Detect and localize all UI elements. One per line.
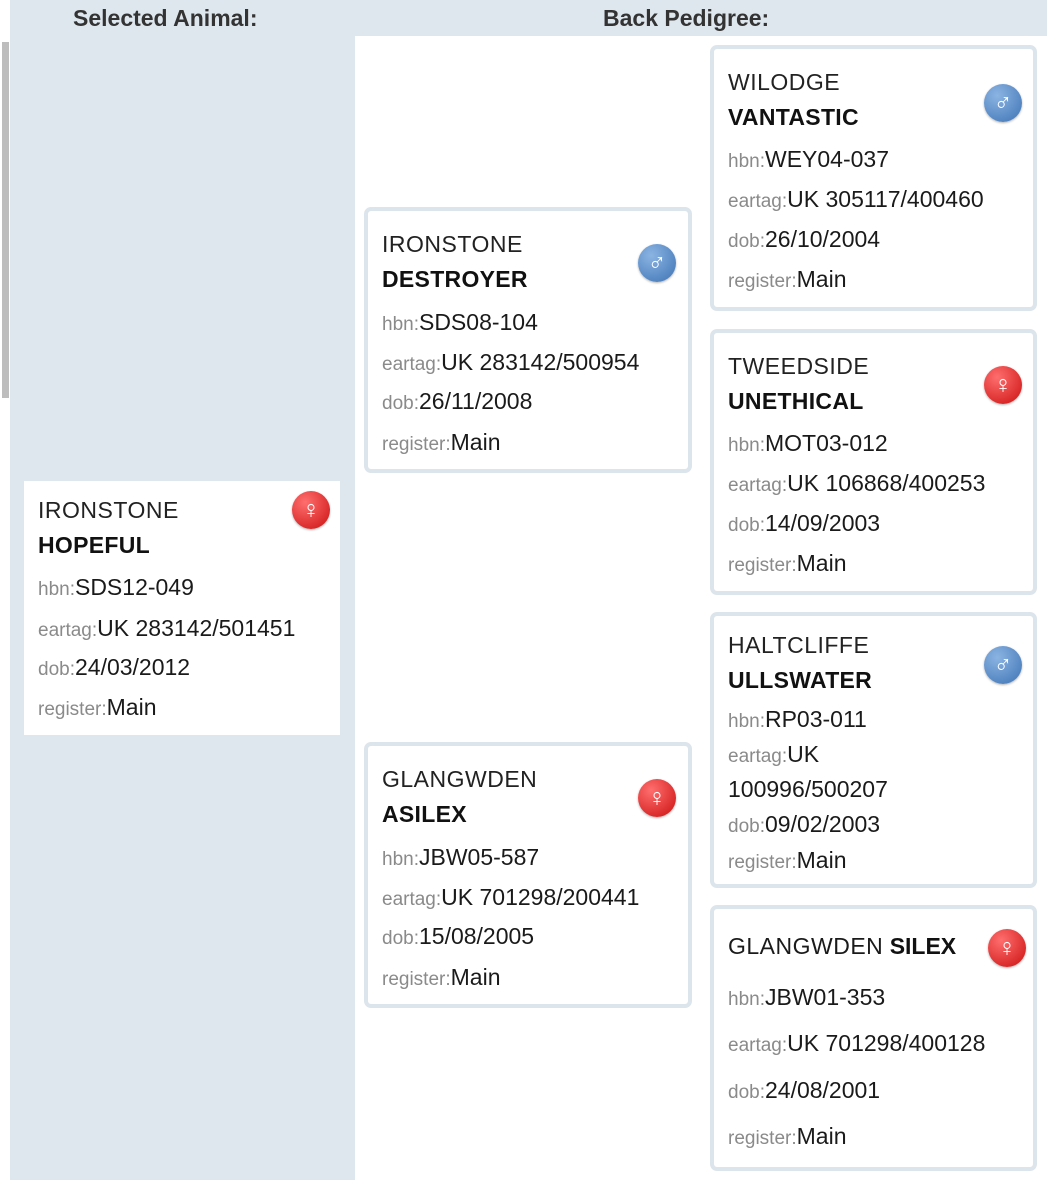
female-symbol-icon: ♀ [988, 929, 1026, 967]
dob-value: 26/10/2004 [764, 226, 881, 252]
eartag-row [38, 615, 295, 642]
eartag-row [382, 349, 639, 376]
register-key: register: [728, 1128, 797, 1149]
dob-row [382, 923, 534, 950]
eartag-value-line2: 100996/500207 [728, 776, 888, 802]
hbn-row [382, 844, 539, 871]
register-value: Main [796, 550, 847, 576]
animal-name: VANTASTIC [728, 104, 859, 130]
register-key: register: [382, 969, 451, 990]
hbn-key: hbn: [728, 711, 765, 732]
register-key: register: [728, 852, 797, 873]
eartag-value: UK 283142/501451 [97, 615, 296, 641]
eartag-value: UK 701298/200441 [441, 884, 640, 910]
back-pedigree-heading: Back Pedigree: [603, 5, 770, 31]
animal-name: HOPEFUL [38, 532, 150, 558]
eartag-key: eartag: [728, 1035, 788, 1056]
dob-value: 26/11/2008 [418, 388, 533, 414]
hbn-key: hbn: [38, 579, 75, 600]
register-row [728, 847, 847, 874]
dob-row [728, 226, 880, 253]
dob-key: dob: [728, 515, 765, 536]
eartag-row [728, 470, 985, 497]
dob-row [38, 654, 190, 681]
animal-title-row [728, 933, 956, 960]
dob-value: 14/09/2003 [764, 510, 881, 536]
male-symbol-icon: ♂ [984, 646, 1022, 684]
hbn-row [728, 706, 867, 733]
register-key: register: [728, 555, 797, 576]
scrollbar[interactable] [2, 42, 9, 398]
male-symbol-icon: ♂ [638, 244, 676, 282]
dam-card[interactable] [364, 742, 692, 1008]
animal-name: DESTROYER [382, 266, 528, 292]
female-symbol-icon: ♀ [638, 779, 676, 817]
hbn-value: WEY04-037 [764, 146, 889, 172]
eartag-key: eartag: [382, 889, 442, 910]
hbn-value: JBW05-587 [418, 844, 540, 870]
sire-sire-card[interactable] [710, 45, 1037, 311]
register-key: register: [382, 434, 451, 455]
eartag-row-continued [728, 776, 888, 803]
selected-animal-heading: Selected Animal: [73, 5, 258, 31]
female-symbol-icon: ♀ [292, 491, 330, 529]
hbn-value: SDS08-104 [418, 309, 538, 335]
hbn-value: RP03-011 [764, 706, 867, 732]
animal-name: ULLSWATER [728, 667, 873, 693]
dob-key: dob: [728, 1082, 765, 1103]
animal-prefix: TWEEDSIDE [728, 353, 870, 379]
register-row [382, 964, 501, 991]
animal-prefix: IRONSTONE [382, 231, 523, 257]
hbn-row [382, 309, 538, 336]
eartag-row [728, 741, 819, 768]
eartag-value-line1: UK [787, 741, 820, 767]
register-value: Main [106, 694, 157, 720]
register-key: register: [38, 699, 107, 720]
hbn-row [728, 146, 889, 173]
animal-name: ASILEX [382, 801, 467, 827]
eartag-row [728, 1030, 985, 1057]
dob-key: dob: [382, 393, 419, 414]
dob-row [728, 510, 880, 537]
eartag-value: UK 283142/500954 [441, 349, 640, 375]
column-header-bar [10, 0, 1047, 36]
hbn-value: MOT03-012 [764, 430, 888, 456]
animal-name: SILEX [889, 933, 957, 959]
hbn-key: hbn: [382, 849, 419, 870]
dob-value: 24/03/2012 [74, 654, 191, 680]
eartag-key: eartag: [382, 354, 442, 375]
male-symbol-icon: ♂ [984, 84, 1022, 122]
register-row [728, 266, 847, 293]
animal-prefix: HALTCLIFFE [728, 632, 870, 658]
hbn-row [728, 430, 888, 457]
register-row [728, 1123, 847, 1150]
eartag-key: eartag: [38, 620, 98, 641]
eartag-row [728, 186, 984, 213]
female-symbol-icon: ♀ [984, 366, 1022, 404]
eartag-value: UK 106868/400253 [787, 470, 986, 496]
eartag-key: eartag: [728, 475, 788, 496]
eartag-row [382, 884, 639, 911]
eartag-value: UK 305117/400460 [787, 186, 984, 212]
dob-row [382, 388, 532, 415]
hbn-key: hbn: [728, 435, 765, 456]
register-value: Main [450, 964, 501, 990]
sire-dam-card[interactable] [710, 329, 1037, 595]
register-row [728, 550, 847, 577]
sire-card[interactable] [364, 207, 692, 473]
dob-key: dob: [38, 659, 75, 680]
animal-name: UNETHICAL [728, 388, 864, 414]
dob-value: 15/08/2005 [418, 923, 535, 949]
eartag-key: eartag: [728, 746, 788, 767]
register-value: Main [796, 266, 847, 292]
dam-dam-card[interactable] [710, 905, 1037, 1171]
hbn-row [38, 574, 194, 601]
hbn-key: hbn: [382, 314, 419, 335]
animal-prefix: WILODGE [728, 69, 841, 95]
hbn-key: hbn: [728, 989, 765, 1010]
selected-animal-card[interactable] [24, 481, 340, 735]
register-value: Main [450, 429, 501, 455]
animal-prefix: GLANGWDEN [728, 933, 884, 959]
dob-key: dob: [382, 928, 419, 949]
hbn-value: SDS12-049 [74, 574, 194, 600]
animal-prefix: GLANGWDEN [382, 766, 538, 792]
dob-row [728, 1077, 880, 1104]
hbn-row [728, 984, 885, 1011]
dob-value: 09/02/2003 [764, 811, 881, 837]
eartag-key: eartag: [728, 191, 788, 212]
hbn-value: JBW01-353 [764, 984, 886, 1010]
dob-row [728, 811, 880, 838]
register-key: register: [728, 271, 797, 292]
eartag-value: UK 701298/400128 [787, 1030, 986, 1056]
dam-sire-card[interactable] [710, 612, 1037, 888]
dob-value: 24/08/2001 [764, 1077, 881, 1103]
register-value: Main [796, 847, 847, 873]
animal-prefix: IRONSTONE [38, 497, 179, 523]
hbn-key: hbn: [728, 151, 765, 172]
dob-key: dob: [728, 816, 765, 837]
register-row [38, 694, 157, 721]
register-value: Main [796, 1123, 847, 1149]
register-row [382, 429, 501, 456]
dob-key: dob: [728, 231, 765, 252]
